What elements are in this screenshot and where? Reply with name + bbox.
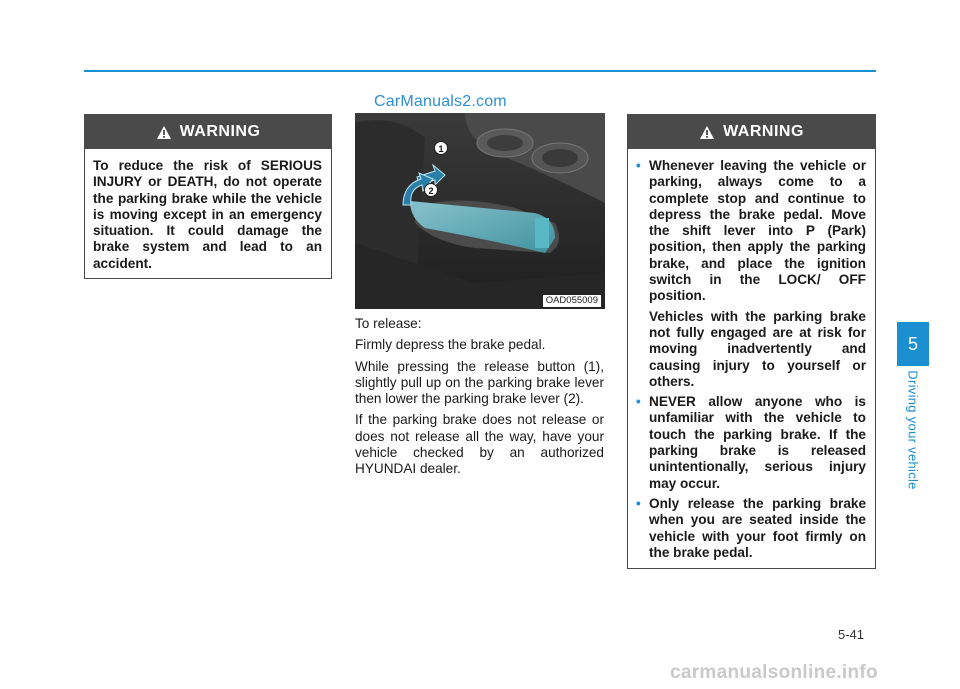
top-rule (84, 70, 876, 72)
parking-brake-illustration (355, 113, 605, 309)
list-item (636, 394, 866, 492)
warning-body (628, 149, 875, 575)
bullet-icon: • (636, 495, 641, 511)
callout-2: 2 (428, 186, 434, 196)
callout-1: 1 (438, 144, 444, 154)
body-paragraph: While pressing the release button (1), slightly pull up on the parking brake lever then lower the parking brake lever (2). (355, 358, 604, 407)
figure-code: OAD055009 (543, 295, 601, 307)
list-item (636, 158, 866, 390)
bullet-paragraph: Whenever leaving the vehicle or parking, always come to a complete stop and continue to depress the brake pedal. Move the shift lever into P (Park) position, then apply the parking brake, and place the ignition switch in the LOCK/ OFF position. (649, 158, 866, 304)
warning-triangle-icon (156, 125, 172, 140)
parking-brake-figure (355, 113, 605, 309)
bullet-icon: • (636, 158, 641, 173)
bullet-icon: • (636, 394, 641, 410)
bullet-paragraph: NEVER allow anyone who is unfamiliar with the vehicle to touch the parking brake. If the parking brake is released unintentionally, serious injury may occur. (649, 394, 866, 491)
bullet-paragraph: Vehicles with the parking brake not fully engaged are at risk for moving inadvertently and causing injury to yourself or others. (649, 308, 866, 389)
chapter-label: Driving your vehicle (905, 370, 921, 490)
warning-bullet-list (636, 158, 866, 561)
watermark-top: CarManuals2.com (374, 93, 507, 110)
release-instructions (355, 316, 604, 483)
page-number: 5-41 (838, 627, 865, 642)
watermark-bottom: carmanualsonline.info (670, 662, 878, 683)
bullet-paragraph: Only release the parking brake when you are seated inside the vehicle with your foot firmly on the brake pedal. (649, 495, 866, 560)
warning-title: WARNING (179, 123, 261, 140)
warning-header (628, 115, 875, 149)
warning-box-right (627, 114, 876, 569)
warning-triangle-icon (699, 125, 715, 140)
warning-box-left (84, 114, 332, 279)
body-paragraph: To release: (355, 316, 422, 331)
warning-text: To reduce the risk of SERIOUS INJURY or DEATH, do not operate the parking brake while the vehicle is moving except in an emergency situation. It could damage the brake system and lead to an accident. (93, 158, 322, 271)
chapter-tab: 5 (897, 322, 929, 366)
list-item (636, 496, 866, 561)
warning-header (85, 115, 331, 149)
body-paragraph: If the parking brake does not release or does not release all the way, have your vehicle checked by an authorized HYUNDAI dealer. (355, 412, 604, 477)
body-paragraph: Firmly depress the brake pedal. (355, 337, 546, 353)
warning-title: WARNING (723, 123, 804, 140)
